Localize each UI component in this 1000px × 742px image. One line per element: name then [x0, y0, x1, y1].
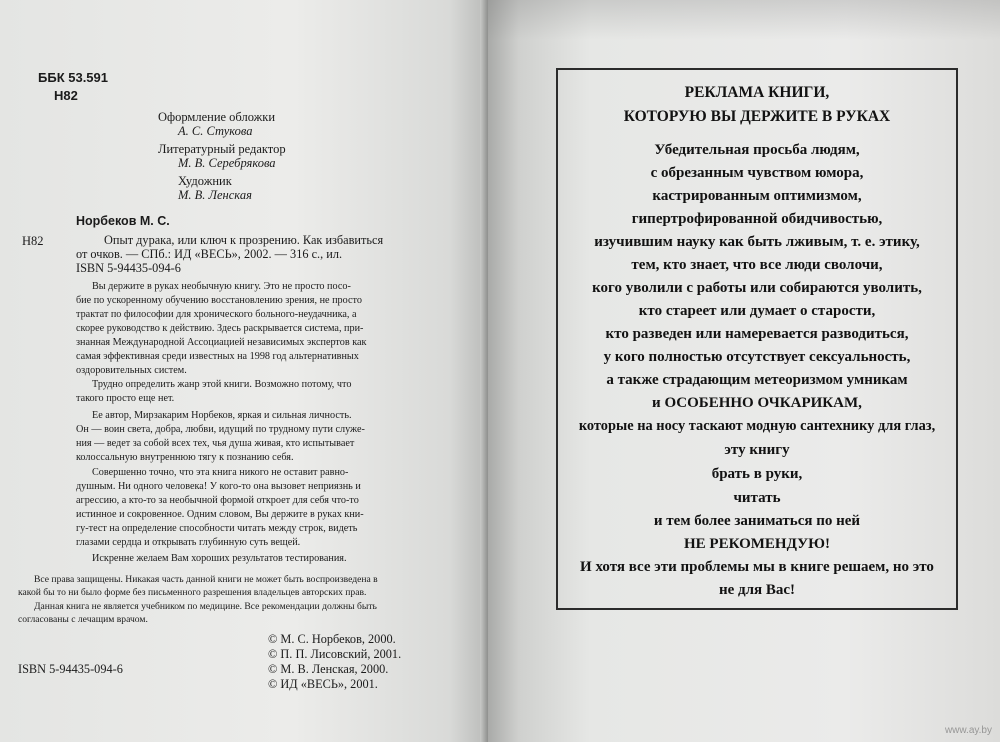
ad-body-line: и ОСОБЕННО ОЧКАРИКАМ, — [652, 395, 862, 411]
ad-body-line: которые на носу таскают модную сантехнику для глаз, — [578, 418, 936, 434]
ad-body-line: И хотя все эти проблемы мы в книге решаем, но это — [580, 559, 934, 575]
annotation-line: знанная Международной Ассоциацией независимых экспертов как — [76, 337, 367, 348]
annotation-line: Вы держите в руках необычную книгу. Это не просто посо- — [92, 281, 351, 292]
bibliography-line: от очков. — СПб.: ИД «ВЕСЬ», 2002. — 316 с., ил. — [76, 247, 343, 261]
ad-body-line: а также страдающим метеоризмом умникам — [606, 372, 908, 388]
ad-body-line: читать — [733, 490, 781, 506]
catalog-code: Н82 — [54, 88, 78, 103]
ad-body-line: гипертрофированной обидчивостью, — [631, 211, 883, 227]
bibliography-line: Опыт дурака, или ключ к прозрению. Как избавиться — [104, 233, 384, 247]
left-page — [0, 0, 488, 742]
ad-body-line: тем, кто знает, что все люди сволочи, — [631, 257, 883, 273]
copyright-line: © М. С. Норбеков, 2000. — [268, 632, 396, 646]
annotation-line: Совершенно точно, что эта книга никого не оставит равно- — [92, 467, 349, 478]
credit-name: А. С. Стукова — [178, 124, 253, 138]
ad-title-line: РЕКЛАМА КНИГИ, — [684, 84, 830, 101]
ad-body-line: изучившим науку как быть лживым, т. е. этику, — [594, 234, 920, 250]
ad-body-line: и тем более заниматься по ней — [653, 513, 861, 529]
bibliography-line: ISBN 5-94435-094-6 — [76, 261, 181, 275]
ad-body-line: Убедительная просьба людям, — [654, 142, 860, 158]
rights-line: Данная книга не является учебником по медицине. Все рекомендации должны быть — [34, 601, 377, 612]
annotation-line: гу-тест на определение способности читать между строк, видеть — [76, 523, 358, 534]
rights-line: Все права защищены. Никакая часть данной книги не может быть воспроизведена в — [34, 574, 378, 585]
annotation-line: оздоровительных систем. — [76, 365, 187, 376]
ad-body-line: кто разведен или намеревается разводиться, — [605, 326, 909, 342]
annotation-line: Ее автор, Мирзакарим Норбеков, яркая и сильная личность. — [92, 410, 352, 421]
ad-body-line: брать в руки, — [711, 466, 803, 482]
side-catalog-code: Н82 — [22, 234, 44, 248]
ad-title-line: КОТОРУЮ ВЫ ДЕРЖИТЕ В РУКАХ — [623, 108, 891, 125]
rights-line: какой бы то ни было форме без письменного разрешения владельцев авторских прав. — [18, 587, 367, 598]
credit-role: Художник — [178, 174, 232, 188]
ad-body-line: эту книгу — [724, 442, 790, 458]
credit-name: М. В. Серебрякова — [178, 156, 276, 170]
annotation-line: Искренне желаем Вам хороших результатов тестирования. — [92, 553, 347, 564]
author-heading: Норбеков М. С. — [76, 214, 170, 228]
annotation-line: Трудно определить жанр этой книги. Возможно потому, что — [92, 379, 352, 390]
ad-body-line: кастрированным оптимизмом, — [652, 188, 862, 204]
annotation-line: такого просто еще нет. — [76, 393, 175, 404]
bbk-code: ББК 53.591 — [38, 70, 108, 85]
credit-role: Литературный редактор — [158, 142, 286, 156]
page-shadow — [488, 0, 1000, 40]
ad-body-line: кого уволили с работы или собираются уволить, — [592, 280, 922, 296]
annotation-line: Он — воин света, добра, любви, идущий по трудному пути служе- — [76, 424, 365, 435]
copyright-line: © П. П. Лисовский, 2001. — [268, 647, 402, 661]
credit-name: М. В. Ленская — [178, 188, 252, 202]
annotation-line: агрессию, а кто-то за необычной формой откроет для себя что-то — [76, 495, 359, 506]
annotation-line: самая эффективная среди известных на 1998 год альтернативных — [76, 351, 359, 362]
annotation-line: трактат по философии для хронического больного-неудачника, а — [76, 309, 357, 320]
advertisement-box — [556, 68, 958, 610]
ad-body-line: кто стареет или думает о старости, — [638, 303, 876, 319]
copyright-line: © М. В. Ленская, 2000. — [268, 662, 389, 676]
annotation-line: ния — ведет за собой всех тех, чья душа живая, кто испытывает — [76, 438, 355, 449]
rights-line: согласованы с лечащим врачом. — [18, 614, 148, 625]
annotation-line: глазами сердца и открывать глубинную суть вещей. — [76, 537, 301, 548]
watermark: www.ay.by — [944, 725, 992, 736]
copyright-line: © ИД «ВЕСЬ», 2001. — [268, 677, 378, 691]
ad-body-line: у кого полностью отсутствует сексуальность, — [603, 349, 911, 365]
ad-body-line: с обрезанным чувством юмора, — [650, 165, 864, 181]
annotation-line: колоссальную внутреннюю тягу к познанию себя. — [76, 452, 294, 463]
annotation-line: скорее руководство к действию. Здесь раскрывается система, при- — [76, 323, 364, 334]
annotation-line: бие по ускоренному обучению восстановлению зрения, не просто — [76, 295, 362, 306]
ad-body-line: НЕ РЕКОМЕНДУЮ! — [684, 536, 830, 552]
ad-body-line: не для Вас! — [718, 582, 796, 598]
annotation-line: душным. Ни одного человека! У кого-то она вызовет неприязнь и — [76, 481, 361, 492]
annotation-line: истинное и сокровенное. Одним словом, Вы держите в руках кни- — [76, 509, 364, 520]
isbn-bottom: ISBN 5-94435-094-6 — [18, 662, 123, 676]
credit-role: Оформление обложки — [158, 110, 276, 124]
